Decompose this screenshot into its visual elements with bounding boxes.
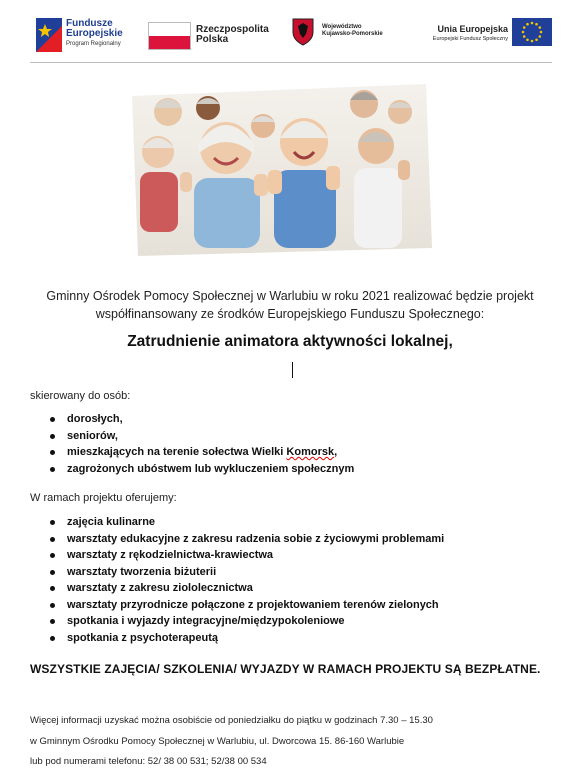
spellcheck-word: Komorsk	[286, 446, 335, 458]
kp-line2: Kujawsko-Pomorskie	[322, 31, 383, 37]
eu-flag-icon	[512, 18, 552, 46]
contact-line1: Więcej informacji uzyskać można osobiście od poniedziałku do piątku w godzinach 7.30 – 15.30	[30, 715, 433, 726]
list-item: warsztaty edukacyjne z zakresu radzenia sobie z życiowymi problemami	[45, 531, 444, 548]
seniors-photo	[128, 82, 434, 258]
fundusze-europejskie-logo	[36, 16, 146, 56]
intro-line2: współfinansowany ze środków Europejskiego Funduszu Społecznego:	[95, 307, 485, 321]
fe-text	[66, 19, 123, 49]
free-notice: WSZYSTKIE ZAJĘCIA/ SZKOLENIA/ WYJAZDY W RAMACH PROJEKTU SĄ BEZPŁATNE.	[30, 662, 541, 676]
unia-europejska-logo	[422, 16, 552, 52]
list-item: warsztaty z rękodzielnictwa-krawiectwa	[45, 547, 444, 564]
offer-intro: W ramach projektu oferujemy:	[30, 492, 177, 504]
rp-line2: Polska	[196, 34, 229, 45]
list-item: zajęcia kulinarne	[45, 514, 444, 531]
intro-line1: Gminny Ośrodek Pomocy Społecznej w Warlubiu w roku 2021 realizować będzie projekt	[46, 289, 534, 303]
intro-paragraph	[30, 287, 550, 323]
target-intro: skierowany do osób:	[30, 390, 131, 402]
ue-text	[422, 24, 508, 44]
fe-line2: Europejskie	[66, 28, 123, 39]
fe-line3: Program Regionalny	[66, 41, 121, 47]
list-item: spotkania i wyjazdy integracyjne/międzypokoleniowe	[45, 613, 444, 630]
rp-line1: Rzeczpospolita	[196, 24, 269, 35]
logo-bar	[30, 12, 552, 58]
list-item: zagrożonych ubóstwem lub wykluczeniem społecznym	[45, 461, 354, 478]
kujawsko-pomorskie-logo	[292, 18, 392, 54]
list-item: warsztaty przyrodnicze połączone z projektowaniem terenów zielonych	[45, 597, 444, 614]
list-item: dorosłych,	[45, 411, 354, 428]
ue-line2: Europejski Fundusz Społeczny	[432, 36, 508, 42]
header-divider	[30, 62, 552, 63]
list-item: seniorów,	[45, 428, 354, 445]
contact-line2: w Gminnym Ośrodku Pomocy Społecznej w Warlubiu, ul. Dworcowa 15. 86-160 Warlubie	[30, 736, 405, 747]
polish-flag-icon	[148, 22, 191, 50]
ue-line1: Unia Europejska	[437, 24, 508, 34]
list-item: warsztaty tworzenia biżuterii	[45, 564, 444, 581]
list-item: mieszkających na terenie sołectwa Wielki Komorsk,	[45, 444, 354, 461]
list-item: warsztaty z zakresu ziololecznictwa	[45, 580, 444, 597]
text-cursor	[292, 362, 293, 378]
rzeczpospolita-logo	[148, 20, 278, 54]
contact-line3: lub pod numerami telefonu: 52/ 38 00 531; 52/38 00 534	[30, 756, 267, 767]
rp-text	[196, 25, 269, 45]
offers-list	[45, 514, 444, 646]
kp-text	[322, 24, 383, 38]
coat-of-arms-icon	[292, 18, 314, 46]
kp-line1: Województwo	[322, 24, 362, 30]
list-item: spotkania z psychoterapeutą	[45, 630, 444, 647]
target-groups-list	[45, 411, 354, 477]
fe-star-mark-icon	[36, 18, 62, 52]
fe-line1: Fundusze	[66, 18, 113, 29]
project-title: Zatrudnienie animatora aktywności lokalnej,	[127, 333, 453, 350]
